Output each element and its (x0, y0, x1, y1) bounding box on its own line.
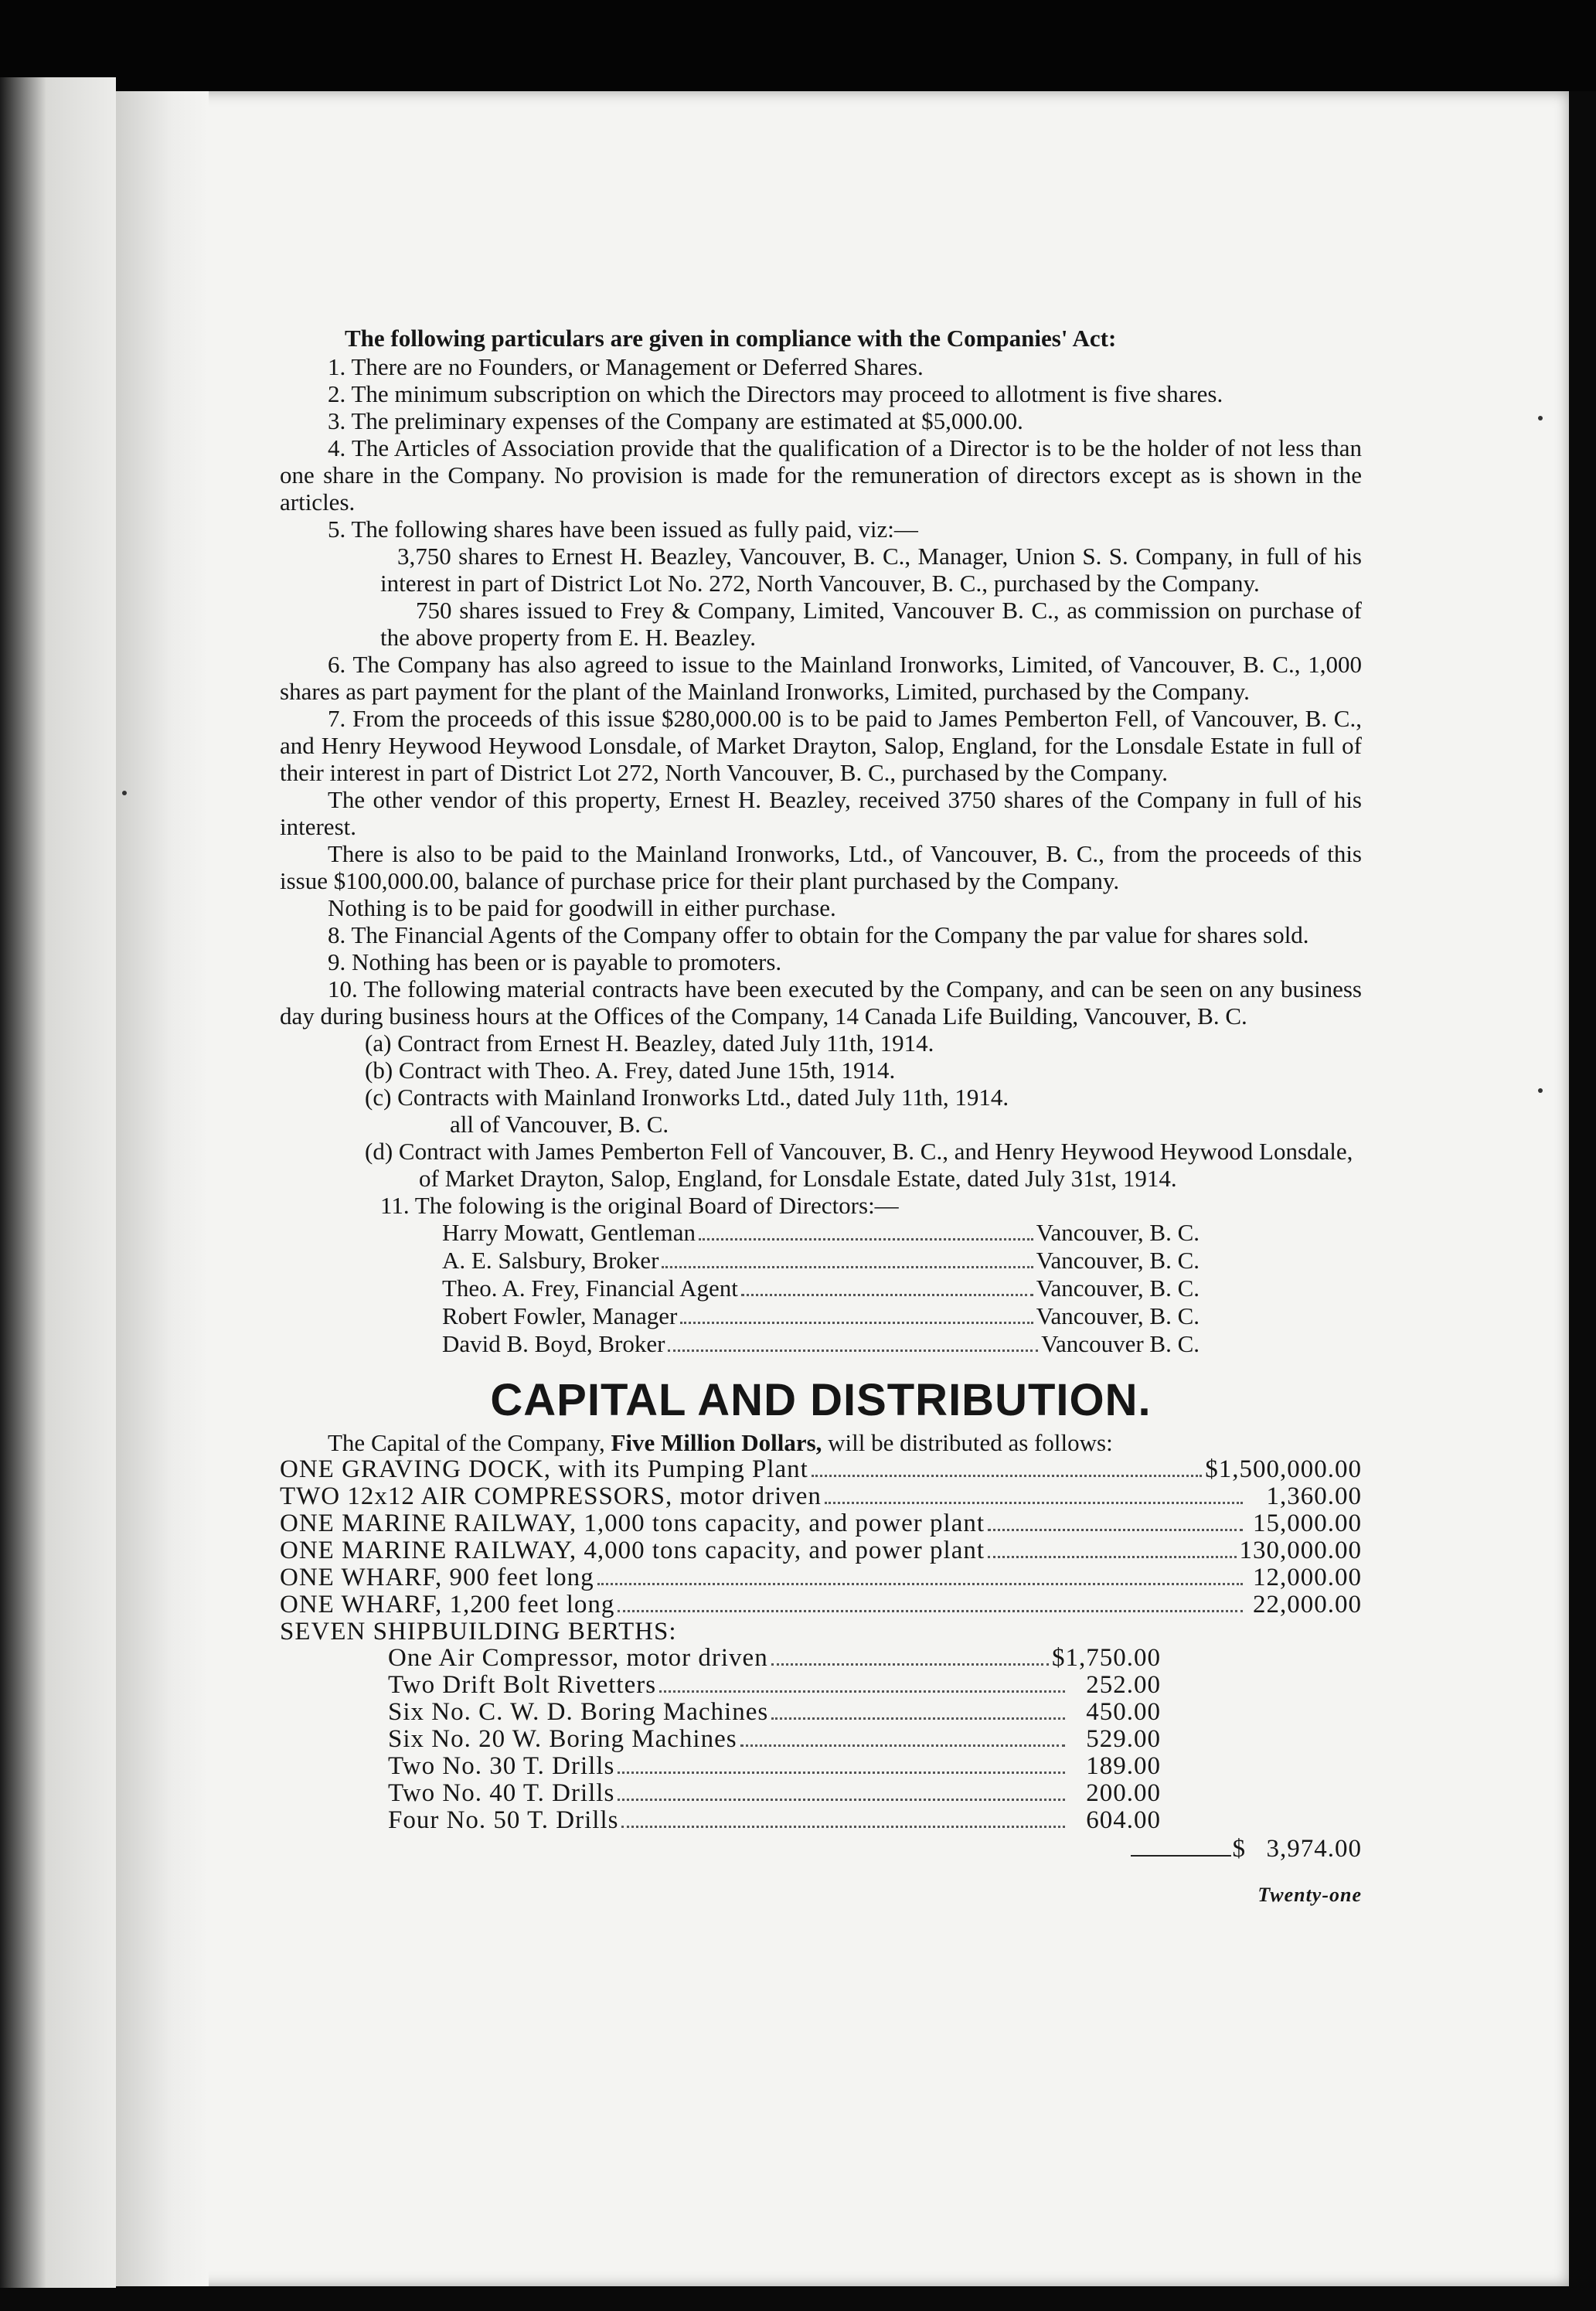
paragraph-7c: There is also to be paid to the Mainland Ironworks, Ltd., of Vancouver, B. C., from the proceeds of this issue $100,000.00, balance of purchase price for their plant purchased by the Company. (280, 840, 1362, 894)
page-fold-shadow (116, 91, 209, 2286)
equipment-amount: 450.00 (1086, 1698, 1161, 1726)
total-rule (1131, 1855, 1231, 1857)
dot-leader (662, 1266, 1033, 1268)
dot-leader (740, 1744, 1065, 1747)
director-name: Robert Fowler, Manager (442, 1302, 678, 1329)
equipment-label: Two No. 40 T. Drills (388, 1779, 615, 1807)
paragraph-6: 6. The Company has also agreed to issue to the Mainland Ironworks, Limited, of Vancouver, B. C., 1,000 shares as part payment for the plant of the Mainland Ironworks, Limited, purchased by the Company. (280, 651, 1362, 705)
paragraph-8: 8. The Financial Agents of the Company offer to obtain for the Company the par value for shares sold. (328, 921, 1309, 948)
equipment-label: Two No. 30 T. Drills (388, 1752, 615, 1780)
contract-item (365, 1057, 1362, 1084)
dot-leader (699, 1238, 1033, 1241)
capital-item-row (280, 1483, 1362, 1510)
director-location: Vancouver, B. C. (1036, 1302, 1200, 1329)
paragraph-2: 2. The minimum subscription on which the Directors may proceed to allotment is five shares. (328, 380, 1223, 407)
director-row (442, 1219, 1200, 1247)
contract-text: (c) Contracts with Mainland Ironworks Ltd., dated July 11th, 1914. (365, 1084, 1009, 1111)
paragraph-5a: 3,750 shares to Ernest H. Beazley, Vancouver, B. C., Manager, Union S. S. Company, in full of his interest in part of District Lot No. 272, North Vancouver, B. C., purchased by the Company. (380, 543, 1362, 597)
capital-item-label: ONE GRAVING DOCK, with its Pumping Plant (280, 1455, 808, 1483)
capital-item-amount: 15,000.00 (1253, 1509, 1362, 1537)
equipment-row (388, 1699, 1161, 1726)
capital-item-label: ONE WHARF, 1,200 feet long (280, 1591, 615, 1618)
paragraph-5b: 750 shares issued to Frey & Company, Limited, Vancouver B. C., as commission on purchase of the above property from E. H. Beazley. (380, 597, 1362, 651)
dot-leader (668, 1350, 1038, 1352)
equipment-row (388, 1807, 1161, 1834)
dot-leader (680, 1322, 1033, 1324)
paragraph-7b: The other vendor of this property, Ernest H. Beazley, received 3750 shares of the Company in full of his interest. (280, 786, 1362, 840)
director-name: David B. Boyd, Broker (442, 1330, 665, 1357)
contract-item (365, 1138, 1362, 1192)
dot-leader (621, 1826, 1065, 1828)
capital-item-label: ONE WHARF, 900 feet long (280, 1564, 594, 1591)
berths-total-amount: 3,974.00 (1266, 1835, 1362, 1863)
director-name: A. E. Salsbury, Broker (442, 1247, 659, 1274)
director-row (442, 1247, 1200, 1275)
paragraph-4: 4. The Articles of Association provide that the qualification of a Director is to be the holder of not less than one share in the Company. No provision is made for the remuneration of directors except as is shown in the articles. (280, 434, 1362, 516)
scan-left-edge (0, 77, 116, 2288)
capital-item-amount: $1,500,000.00 (1205, 1455, 1362, 1483)
director-row (442, 1330, 1200, 1358)
contract-text: (a) Contract from Ernest H. Beazley, dated July 11th, 1914. (365, 1030, 934, 1057)
capital-item-amount: 130,000.00 (1239, 1537, 1362, 1564)
equipment-row (388, 1645, 1161, 1672)
director-location: Vancouver, B. C. (1036, 1219, 1200, 1246)
dot-leader (825, 1502, 1243, 1504)
paragraph-9: 9. Nothing has been or is payable to promoters. (328, 948, 782, 975)
dot-leader (741, 1294, 1033, 1296)
equipment-label: One Air Compressor, motor driven (388, 1644, 768, 1672)
document-body (280, 325, 1362, 1908)
dot-leader (618, 1799, 1065, 1801)
capital-amount-words: Five Million Dollars, (611, 1429, 822, 1456)
directors-table (442, 1219, 1200, 1358)
total-currency: $ (1232, 1835, 1246, 1863)
capital-intro-text: The Capital of the Company, (328, 1429, 611, 1456)
equipment-amount: $1,750.00 (1052, 1644, 1161, 1672)
contract-item (365, 1030, 1362, 1057)
capital-item-label: ONE MARINE RAILWAY, 1,000 tons capacity, and power plant (280, 1509, 985, 1537)
capital-item-row (280, 1510, 1362, 1537)
dot-leader (812, 1475, 1202, 1477)
director-location: Vancouver, B. C. (1036, 1247, 1200, 1274)
capital-intro-text: will be distributed as follows: (822, 1429, 1113, 1456)
capital-item-label: TWO 12x12 AIR COMPRESSORS, motor driven (280, 1482, 822, 1510)
equipment-amount: 604.00 (1086, 1806, 1161, 1834)
paragraph-3: 3. The preliminary expenses of the Company are estimated at $5,000.00. (328, 407, 1023, 434)
equipment-row (388, 1726, 1161, 1753)
scan-speck (122, 791, 127, 795)
contract-text: (b) Contract with Theo. A. Frey, dated June 15th, 1914. (365, 1057, 896, 1084)
scan-speck (1538, 416, 1543, 420)
capital-section-title: CAPITAL AND DISTRIBUTION. (490, 1375, 1152, 1425)
director-location: Vancouver B. C. (1041, 1330, 1200, 1357)
capital-intro (280, 1429, 1362, 1456)
director-row (442, 1275, 1200, 1302)
director-name: Theo. A. Frey, Financial Agent (442, 1275, 738, 1302)
equipment-amount: 252.00 (1086, 1671, 1161, 1699)
dot-leader (988, 1556, 1236, 1558)
equipment-row (388, 1753, 1161, 1780)
paragraph-7: 7. From the proceeds of this issue $280,000.00 is to be paid to James Pemberton Fell, of Vancouver, B. C., and Henry Heywood Heywood Lonsdale, of Market Drayton, Salop, England, for the Lonsdale Estate in full of their interest in part of District Lot 272, North Vancouver, B. C., purchased by the Company. (280, 705, 1362, 786)
berths-total-row (280, 1836, 1362, 1864)
dot-leader (988, 1529, 1243, 1531)
shipbuilding-berths-heading: SEVEN SHIPBUILDING BERTHS: (280, 1618, 677, 1646)
director-name: Harry Mowatt, Gentleman (442, 1219, 696, 1246)
dot-leader (618, 1610, 1243, 1612)
director-location: Vancouver, B. C. (1036, 1275, 1200, 1302)
dot-leader (618, 1772, 1065, 1774)
capital-item-amount: 1,360.00 (1266, 1482, 1362, 1510)
equipment-label: Six No. 20 W. Boring Machines (388, 1725, 737, 1753)
equipment-row (388, 1672, 1161, 1699)
capital-item-row (280, 1591, 1362, 1618)
paragraph-1: 1. There are no Founders, or Management or Deferred Shares. (328, 353, 924, 380)
page-folio: Twenty-one (1257, 1884, 1362, 1906)
capital-item-amount: 12,000.00 (1253, 1564, 1362, 1591)
contract-continuation: all of Vancouver, B. C. (450, 1111, 669, 1138)
capital-item-row (280, 1564, 1362, 1591)
paragraph-11: 11. The folowing is the original Board of Directors:— (380, 1192, 899, 1219)
contracts-list (280, 1030, 1362, 1192)
director-row (442, 1302, 1200, 1330)
dot-leader (597, 1583, 1243, 1585)
intro-heading: The following particulars are given in compliance with the Companies' Act: (345, 325, 1117, 352)
equipment-label: Four No. 50 T. Drills (388, 1806, 619, 1834)
paragraph-7d: Nothing is to be paid for goodwill in either purchase. (328, 894, 836, 921)
capital-item-label: ONE MARINE RAILWAY, 4,000 tons capacity, and power plant (280, 1537, 985, 1564)
paragraph-10: 10. The following material contracts have been executed by the Company, and can be seen on any business day during business hours at the Offices of the Company, 14 Canada Life Building, Vancouver, B. C. (280, 975, 1362, 1030)
equipment-amount: 200.00 (1086, 1779, 1161, 1807)
dot-leader (771, 1663, 1049, 1666)
dot-leader (659, 1690, 1065, 1693)
equipment-row (388, 1780, 1161, 1807)
contract-text: (d) Contract with James Pemberton Fell of Vancouver, B. C., and Henry Heywood Heywood Lonsdale, of Market Drayton, Salop, England, for Lonsdale Estate, dated July 31st, 1914. (365, 1138, 1353, 1192)
contract-item (365, 1084, 1362, 1138)
equipment-amount: 529.00 (1086, 1725, 1161, 1753)
equipment-label: Six No. C. W. D. Boring Machines (388, 1698, 769, 1726)
dot-leader (771, 1717, 1065, 1720)
equipment-list (280, 1645, 1161, 1834)
scan-speck (1538, 1088, 1543, 1093)
capital-item-row (280, 1537, 1362, 1564)
equipment-amount: 189.00 (1086, 1752, 1161, 1780)
capital-items (280, 1456, 1362, 1864)
scan-top-border (0, 0, 1596, 91)
equipment-label: Two Drift Bolt Rivetters (388, 1671, 657, 1699)
paragraph-5: 5. The following shares have been issued as fully paid, viz:— (328, 516, 918, 543)
capital-item-amount: 22,000.00 (1253, 1591, 1362, 1618)
capital-item-row (280, 1456, 1362, 1483)
